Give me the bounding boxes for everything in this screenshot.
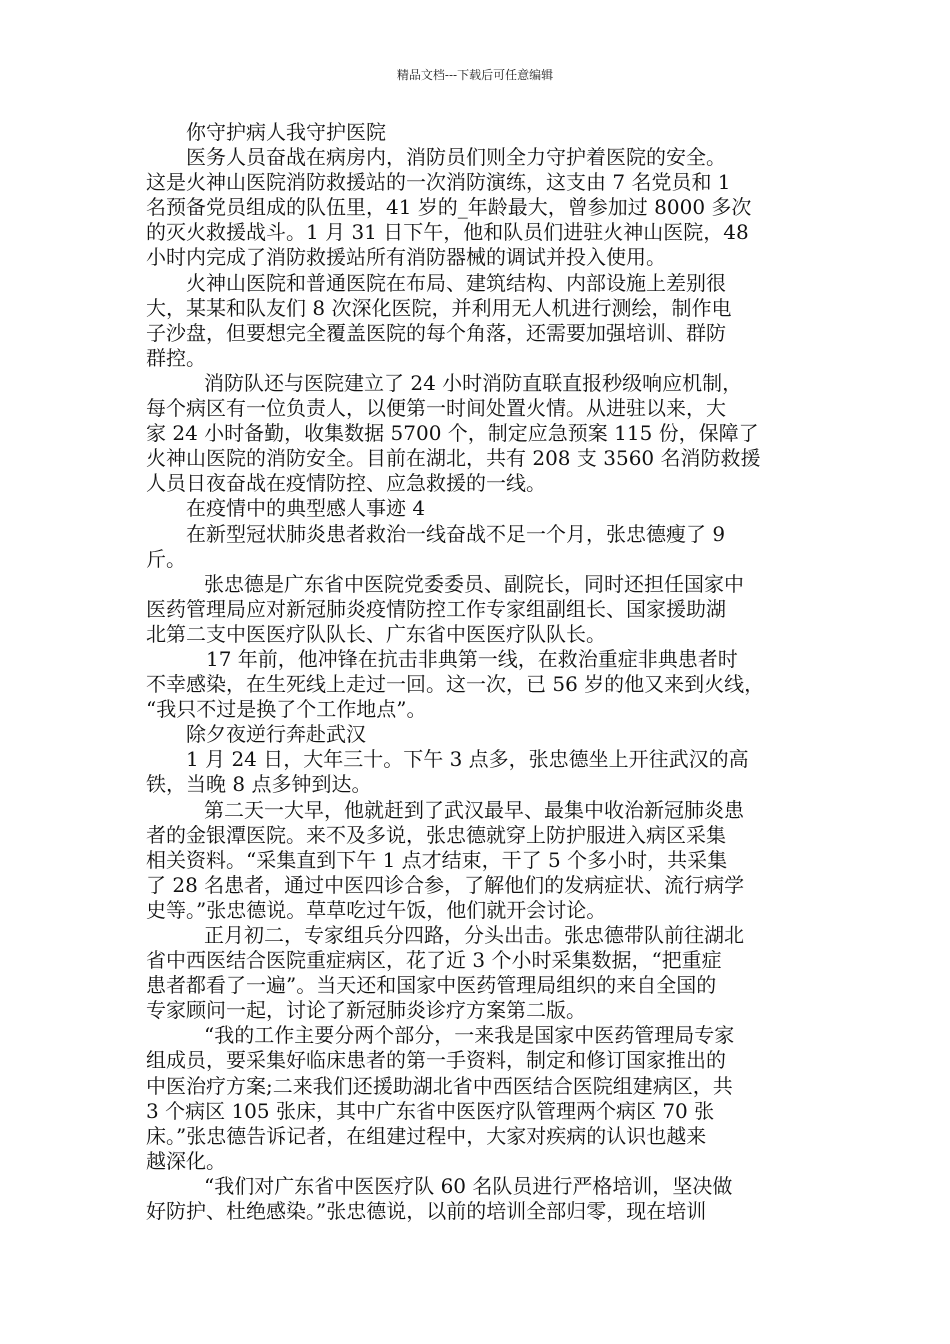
- document-line: 大，某某和队友们 8 次深化医院，并利用无人机进行测绘，制作电: [146, 295, 732, 320]
- document-line: 张忠德是广东省中医院党委委员、副院长，同时还担任国家中: [204, 571, 744, 596]
- document-line: 床。”张忠德告诉记者，在组建过程中，大家对疾病的认识也越来: [146, 1123, 707, 1148]
- document-line: 子沙盘，但要想完全覆盖医院的每个角落，还需要加强培训、群防: [146, 320, 726, 345]
- document-line: 的灭火救援战斗。1 月 31 日下午，他和队员们进驻火神山医院，48: [146, 220, 749, 245]
- page-header-watermark: 精品文档---下载后可任意编辑: [396, 68, 554, 82]
- document-line: 斤。: [146, 546, 186, 571]
- document-line: 了 28 名患者，通过中医四诊合参，了解他们的发病症状、流行病学: [146, 872, 745, 897]
- document-line: 北第二支中医医疗队队长、广东省中医医疗队队长。: [146, 621, 606, 646]
- document-line: 火神山医院的消防安全。目前在湖北，共有 208 支 3560 名消防救援: [146, 446, 761, 471]
- document-line: 每个病区有一位负责人，以便第一时间处置火情。从进驻以来，大: [146, 396, 726, 421]
- document-line: 者的金银潭医院。来不及多说，张忠德就穿上防护服进入病区采集: [146, 822, 726, 847]
- document-line: 你守护病人我守护医院: [186, 120, 386, 144]
- document-line: 人员日夜奋战在疫情防控、应急救援的一线。: [146, 471, 546, 496]
- document-line: 1 月 24 日，大年三十。下午 3 点多，张忠德坐上开往武汉的高: [186, 747, 749, 772]
- document-line: 第二天一大早，他就赶到了武汉最早、最集中收治新冠肺炎患: [204, 797, 744, 822]
- document-body: [146, 120, 810, 1224]
- document-line: 好防护、杜绝感染。”张忠德说，以前的培训全部归零，现在培训: [146, 1199, 707, 1224]
- document-line: 省中西医结合医院重症病区，花了近 3 个小时采集数据，“把重症: [146, 948, 722, 973]
- document-line: 越深化。: [146, 1148, 226, 1173]
- document-line: “我只不过是换了个工作地点”。: [146, 697, 427, 722]
- document-line: 群控。: [146, 345, 206, 370]
- document-line: “我们对广东省中医医疗队 60 名队员进行严格培训，坚决做: [204, 1173, 733, 1198]
- document-line: 除夕夜逆行奔赴武汉: [186, 722, 366, 747]
- document-line: 中医治疗方案;二来我们还援助湖北省中西医结合医院组建病区，共: [146, 1073, 733, 1098]
- document-line: 名预备党员组成的队伍里，41 岁的_年龄最大，曾参加过 8000 多次: [146, 195, 752, 220]
- document-line: 相关资料。“采集直到下午 1 点才结束，干了 5 个多小时，共采集: [146, 847, 728, 872]
- document-line: 史等。”张忠德说。草草吃过午饭，他们就开会讨论。: [146, 897, 607, 922]
- document-line: 消防队还与医院建立了 24 小时消防直联直报秒级响应机制，: [204, 370, 743, 395]
- document-line: 在疫情中的典型感人事迹 4: [186, 496, 426, 521]
- document-line: 小时内完成了消防救援站所有消防器械的调试并投入使用。: [146, 245, 666, 270]
- document-line: 医药管理局应对新冠肺炎疫情防控工作专家组副组长、国家援助湖: [146, 596, 726, 621]
- document-line: 在新型冠状肺炎患者救治一线奋战不足一个月，张忠德瘦了 9: [186, 521, 726, 546]
- document-line: 这是火神山医院消防救援站的一次消防演练，这支由 7 名党员和 1: [146, 170, 731, 195]
- document-line: 专家顾问一起，讨论了新冠肺炎诊疗方案第二版。: [146, 998, 586, 1023]
- document-line: 3 个病区 105 张床，其中广东省中医医疗队管理两个病区 70 张: [146, 1098, 715, 1123]
- document-line: 不幸感染，在生死线上走过一回。这一次，已 56 岁的他又来到火线，: [146, 672, 765, 697]
- document-line: 医务人员奋战在病房内，消防员们则全力守护着医院的安全。: [186, 145, 726, 170]
- document-line: 正月初二，专家组兵分四路，分头出击。张忠德带队前往湖北: [204, 923, 744, 947]
- document-line: 组成员，要采集好临床患者的第一手资料，制定和修订国家推出的: [146, 1048, 726, 1073]
- document-line: 铁，当晚 8 点多钟到达。: [146, 772, 372, 797]
- document-line: 火神山医院和普通医院在布局、建筑结构、内部设施上差别很: [186, 270, 726, 295]
- document-line: 患者都看了一遍”。当天还和国家中医药管理局组织的来自全国的: [146, 973, 717, 998]
- document-line: “我的工作主要分两个部分，一来我是国家中医药管理局专家: [204, 1023, 735, 1048]
- document-line: 家 24 小时备勤，收集数据 5700 个，制定应急预案 115 份，保障了: [146, 421, 759, 446]
- document-line: 17 年前，他冲锋在抗击非典第一线，在救治重症非典患者时: [206, 646, 738, 671]
